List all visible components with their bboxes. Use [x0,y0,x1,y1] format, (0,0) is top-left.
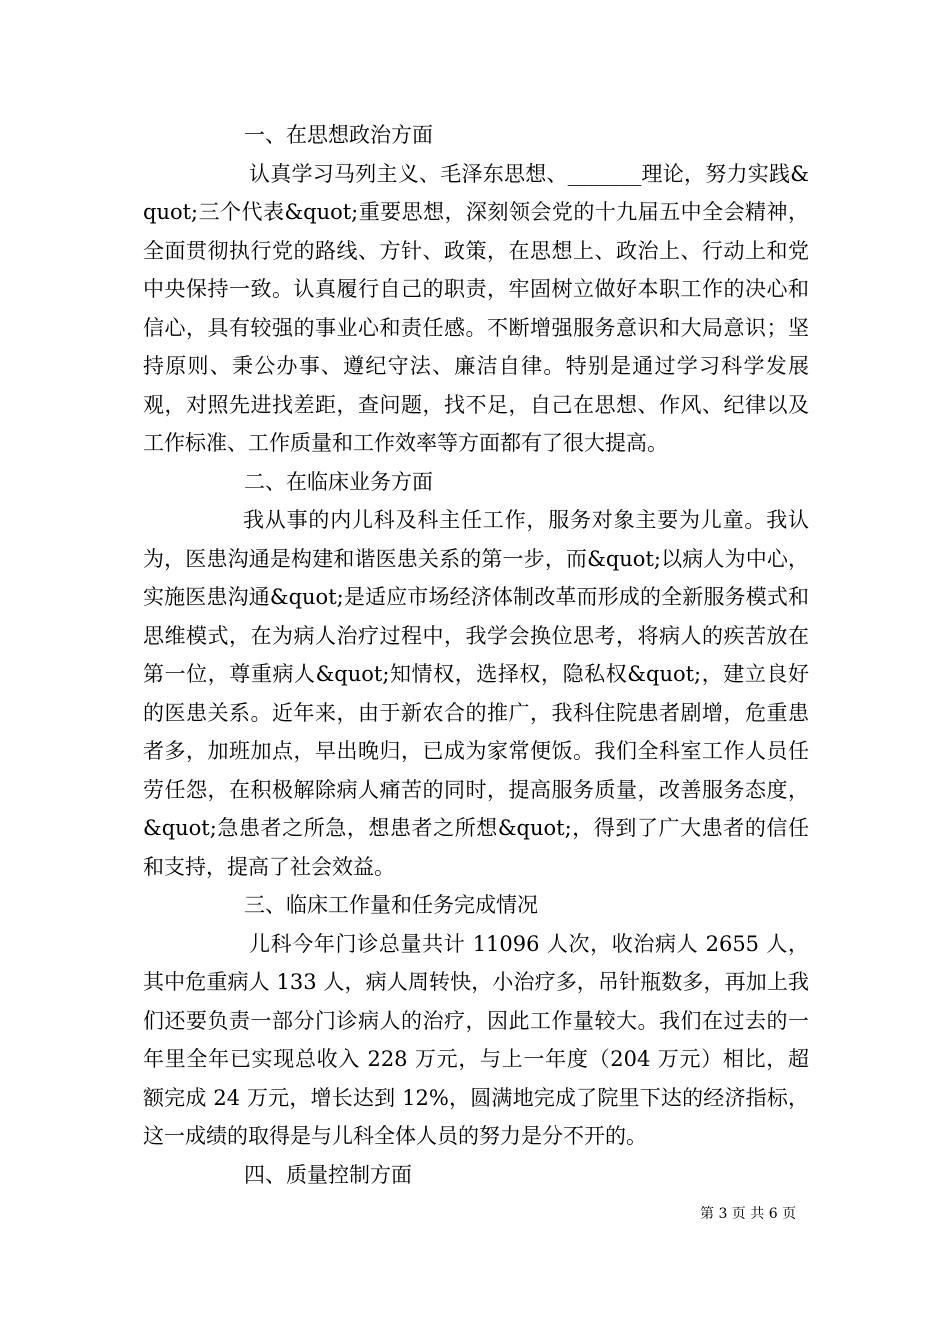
section-heading-quality: 四、质量控制方面 [244,1162,412,1187]
section-body-clinical: 我从事的内儿科及科主任工作，服务对象主要为儿童。我认为，医患沟通是构建和谐医患关系的第一步，而&quot;以病人为中心，实施医患沟通&quot;是适应市场经济体制改革而形成的全新服务模式和思维模式，在为病人治疗过程中，我学会换位思考，将病人的疾苦放在第一位，尊重病人&quot;知情权，选择权，隐私权&quot;，建立良好的医患关系。近年来，由于新农合的推广，我科住院患者剧增，危重患者多，加班加点，早出晚归，已成为家常便饭。我们全科室工作人员任劳任怨，在积极解除病人痛苦的同时，提高服务质量，改善服务态度，&quot;急患者之所急，想患者之所想&quot;，得到了广大患者的信任和支持，提高了社会效益。 [143,508,809,879]
section-heading-clinical: 二、在临床业务方面 [244,469,433,494]
section-body-political: 认真学习马列主义、毛泽东思想、_______理论，努力实践&quot;三个代表&quot;重要思想，深刻领会党的十九届五中全会精神，全面贯彻执行党的路线、方针、政策，在思想上、政治上、行动上和党中央保持一致。认真履行自己的职责，牢固树立做好本职工作的决心和信心，具有较强的事业心和责任感。不断增强服务意识和大局意识；坚持原则、秉公办事、遵纪守法、廉洁自律。特别是通过学习科学发展观，对照先进找差距，查问题，找不足，自己在思想、作风、纪律以及工作标准、工作质量和工作效率等方面都有了很大提高。 [143,161,809,455]
section-body-workload: 儿科今年门诊总量共计 11096 人次，收治病人 2655 人，其中危重病人 133 人，病人周转快，小治疗多，吊针瓶数多，再加上我们还要负责一部分门诊病人的治疗，因此工作量较大。我们在过去的一年里全年已实现总收入 228 万元，与上一年度（204 万元）相比，超额完成 24 万元，增长达到 12%，圆满地完成了院里下达的经济指标，这一成绩的取得是与儿科全体人员的努力是分不开的。 [143,931,809,1148]
document-page [143,116,809,1194]
page-number-footer: 第 3 页 共 6 页 [700,1206,797,1222]
section-heading-political: 一、在思想政治方面 [244,123,433,147]
section-heading-workload: 三、临床工作量和任务完成情况 [244,893,538,917]
